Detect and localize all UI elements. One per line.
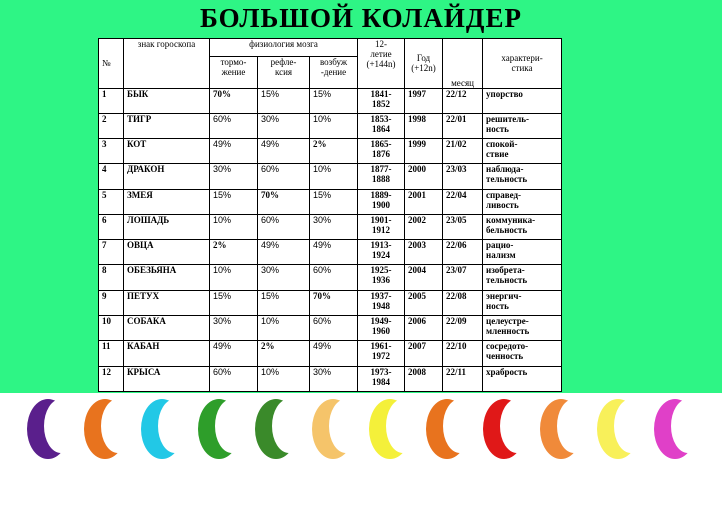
cell-ref: 10% <box>258 316 310 341</box>
horoscope-table <box>98 38 562 392</box>
cell-inh: 2% <box>210 240 258 265</box>
rat-moon-icon <box>654 399 705 459</box>
cell-year: 2008 <box>405 366 443 391</box>
cell-ref: 60% <box>258 214 310 239</box>
cell-sign: ОВЦА <box>124 240 210 265</box>
zodiac-creatures-strip <box>0 393 722 463</box>
cell-trait: упорство <box>483 88 562 113</box>
bull-moon-icon <box>27 399 78 459</box>
cell-num: 1 <box>99 88 124 113</box>
table-row <box>99 88 562 113</box>
snake-moon-icon <box>255 399 306 459</box>
cell-year: 2006 <box>405 316 443 341</box>
cell-inh: 60% <box>210 366 258 391</box>
cell-month: 23/07 <box>443 265 483 290</box>
page-title: БОЛЬШОЙ КОЛАЙДЕР <box>200 3 522 33</box>
cell-trait: храбрость <box>483 366 562 391</box>
cell-num: 10 <box>99 316 124 341</box>
cell-trait: решитель- ность <box>483 113 562 138</box>
table-row <box>99 265 562 290</box>
cell-ref: 30% <box>258 113 310 138</box>
cell-trait: справед- ливость <box>483 189 562 214</box>
cell-inh: 49% <box>210 139 258 164</box>
cell-num: 11 <box>99 341 124 366</box>
cat-moon-icon <box>141 399 192 459</box>
cell-trait: сосредото- ченность <box>483 341 562 366</box>
cell-exc: 10% <box>310 113 358 138</box>
table-row <box>99 290 562 315</box>
cell-year: 2002 <box>405 214 443 239</box>
cell-trait: спокой- ствие <box>483 139 562 164</box>
cell-num: 8 <box>99 265 124 290</box>
header-num: № <box>99 39 124 89</box>
cell-month: 22/09 <box>443 316 483 341</box>
table-row <box>99 189 562 214</box>
cell-ref: 10% <box>258 366 310 391</box>
cell-exc: 70% <box>310 290 358 315</box>
header-physiology: физиология мозга <box>210 39 358 57</box>
monkey-moon-icon <box>426 399 477 459</box>
cell-period: 1877- 1888 <box>358 164 405 189</box>
cell-month: 21/02 <box>443 139 483 164</box>
cell-inh: 70% <box>210 88 258 113</box>
cell-ref: 60% <box>258 164 310 189</box>
cell-exc: 60% <box>310 316 358 341</box>
cell-period: 1853- 1864 <box>358 113 405 138</box>
table-row <box>99 341 562 366</box>
cell-exc: 10% <box>310 164 358 189</box>
cell-trait: наблюда- тельность <box>483 164 562 189</box>
cell-year: 1997 <box>405 88 443 113</box>
cell-month: 22/11 <box>443 366 483 391</box>
cell-trait: изобрета- тельность <box>483 265 562 290</box>
cell-sign: КОТ <box>124 139 210 164</box>
cell-sign: ОБЕЗЬЯНА <box>124 265 210 290</box>
cell-ref: 49% <box>258 240 310 265</box>
cell-sign: ДРАКОН <box>124 164 210 189</box>
cell-period: 1961- 1972 <box>358 341 405 366</box>
cell-num: 3 <box>99 139 124 164</box>
cell-period: 1841- 1852 <box>358 88 405 113</box>
cell-num: 2 <box>99 113 124 138</box>
cell-sign: ТИГР <box>124 113 210 138</box>
cell-exc: 49% <box>310 341 358 366</box>
table-header-row-1 <box>99 39 562 57</box>
header-year12: 12- летие (+144n) <box>358 39 405 89</box>
sheep-moon-icon <box>369 399 420 459</box>
cell-ref: 30% <box>258 265 310 290</box>
cell-inh: 49% <box>210 341 258 366</box>
cell-ref: 70% <box>258 189 310 214</box>
cell-exc: 15% <box>310 88 358 113</box>
cell-month: 22/01 <box>443 113 483 138</box>
header-excitation: возбуж -дение <box>310 57 358 88</box>
header-reflexia: рефле- ксия <box>258 57 310 88</box>
header-sign: знак гороскопа <box>124 39 210 89</box>
cell-sign: ПЕТУХ <box>124 290 210 315</box>
cell-num: 4 <box>99 164 124 189</box>
cell-year: 1998 <box>405 113 443 138</box>
header-month: месяц <box>443 39 483 89</box>
table-row <box>99 316 562 341</box>
cell-inh: 30% <box>210 316 258 341</box>
cell-inh: 30% <box>210 164 258 189</box>
cell-sign: БЫК <box>124 88 210 113</box>
dog-moon-icon <box>540 399 591 459</box>
cell-month: 23/05 <box>443 214 483 239</box>
horse-moon-icon <box>312 399 363 459</box>
cell-num: 7 <box>99 240 124 265</box>
cell-year: 2007 <box>405 341 443 366</box>
cell-ref: 49% <box>258 139 310 164</box>
cell-period: 1889- 1900 <box>358 189 405 214</box>
cell-exc: 2% <box>310 139 358 164</box>
cell-exc: 60% <box>310 265 358 290</box>
cell-inh: 10% <box>210 214 258 239</box>
cell-sign: КАБАН <box>124 341 210 366</box>
cell-month: 22/04 <box>443 189 483 214</box>
cell-exc: 15% <box>310 189 358 214</box>
cell-year: 1999 <box>405 139 443 164</box>
cell-period: 1949- 1960 <box>358 316 405 341</box>
header-inhibition: тормо- жение <box>210 57 258 88</box>
cell-period: 1913- 1924 <box>358 240 405 265</box>
header-year: Год (+12n) <box>405 39 443 89</box>
cell-year: 2000 <box>405 164 443 189</box>
cell-sign: КРЫСА <box>124 366 210 391</box>
cell-period: 1901- 1912 <box>358 214 405 239</box>
cell-ref: 2% <box>258 341 310 366</box>
cell-month: 22/06 <box>443 240 483 265</box>
header-character: характери- стика <box>483 39 562 89</box>
cell-sign: ЗМЕЯ <box>124 189 210 214</box>
cell-num: 9 <box>99 290 124 315</box>
cell-trait: целеустре- мленность <box>483 316 562 341</box>
cell-trait: коммуника- бельность <box>483 214 562 239</box>
dragon-moon-icon <box>198 399 249 459</box>
cell-year: 2001 <box>405 189 443 214</box>
cell-exc: 30% <box>310 214 358 239</box>
cell-month: 22/12 <box>443 88 483 113</box>
cell-period: 1865- 1876 <box>358 139 405 164</box>
table-row <box>99 139 562 164</box>
cell-inh: 10% <box>210 265 258 290</box>
table-row <box>99 214 562 239</box>
tiger-moon-icon <box>84 399 135 459</box>
table-row <box>99 164 562 189</box>
cell-year: 2003 <box>405 240 443 265</box>
cell-num: 12 <box>99 366 124 391</box>
cell-year: 2005 <box>405 290 443 315</box>
cell-inh: 15% <box>210 290 258 315</box>
cell-sign: СОБАКА <box>124 316 210 341</box>
cell-exc: 30% <box>310 366 358 391</box>
cell-ref: 15% <box>258 88 310 113</box>
cell-period: 1937- 1948 <box>358 290 405 315</box>
cell-trait: энергич- ность <box>483 290 562 315</box>
pig-moon-icon <box>597 399 648 459</box>
cell-num: 5 <box>99 189 124 214</box>
cell-sign: ЛОШАДЬ <box>124 214 210 239</box>
cell-month: 23/03 <box>443 164 483 189</box>
cell-period: 1973- 1984 <box>358 366 405 391</box>
cell-year: 2004 <box>405 265 443 290</box>
table-row <box>99 240 562 265</box>
table-row <box>99 366 562 391</box>
cell-period: 1925- 1936 <box>358 265 405 290</box>
rooster-moon-icon <box>483 399 534 459</box>
table-row <box>99 113 562 138</box>
cell-month: 22/10 <box>443 341 483 366</box>
cell-inh: 60% <box>210 113 258 138</box>
cell-month: 22/08 <box>443 290 483 315</box>
cell-trait: рацио- нализм <box>483 240 562 265</box>
cell-inh: 15% <box>210 189 258 214</box>
cell-ref: 15% <box>258 290 310 315</box>
cell-exc: 49% <box>310 240 358 265</box>
cell-num: 6 <box>99 214 124 239</box>
